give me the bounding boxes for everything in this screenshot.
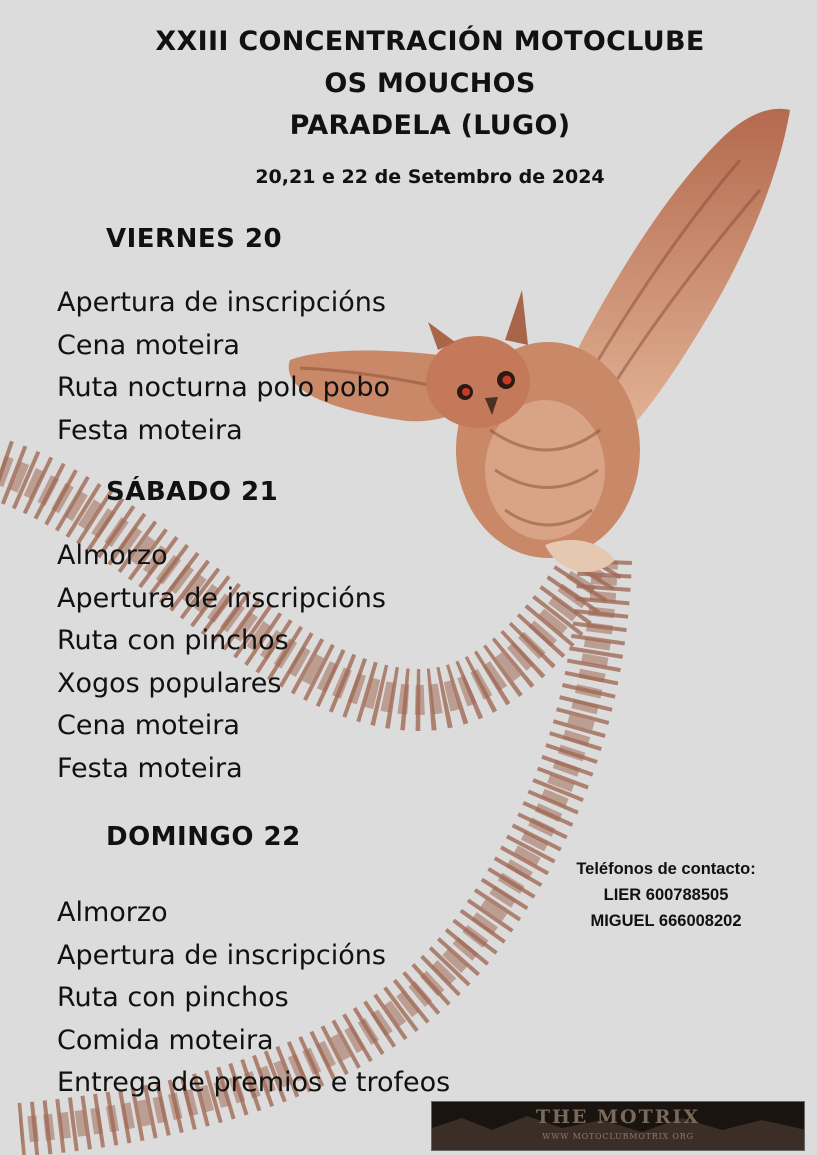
activity-item: Comida moteira	[57, 1024, 274, 1056]
activity-item: Xogos populares	[57, 667, 282, 699]
sponsor-url: WWW MOTOCLUBMOTRIX ORG	[542, 1132, 694, 1141]
activity-item: Apertura de inscripcións	[57, 582, 386, 614]
activity-item: Ruta con pinchos	[57, 982, 289, 1013]
activity-item: Festa moteira	[57, 414, 243, 446]
event-dates: 20,21 e 22 de Setembro de 2024	[255, 166, 605, 188]
event-title-line-2: OS MOUCHOS	[324, 68, 536, 99]
sponsor-name: THE MOTRIX	[535, 1106, 701, 1128]
sunday-activities	[57, 892, 450, 1105]
activity-item: Cena moteira	[57, 710, 240, 741]
activity-item: Entrega de premios e trofeos	[57, 1067, 451, 1098]
activity-item: Almorzo	[57, 897, 168, 928]
friday-activities	[57, 282, 390, 452]
saturday-activities	[57, 535, 386, 790]
day-heading-sunday: DOMINGO 22	[106, 822, 301, 852]
contact-block	[550, 856, 782, 934]
activity-item: Apertura de inscripcións	[57, 287, 386, 318]
activity-item: Cena moteira	[57, 329, 240, 361]
activity-item: Apertura de inscripcións	[57, 939, 386, 971]
contact-heading: Teléfonos de contacto:	[576, 860, 756, 878]
event-title-line-1: XXIII CONCENTRACIÓN MOTOCLUBE	[155, 26, 705, 57]
activity-item: Festa moteira	[57, 752, 243, 784]
activity-item: Ruta nocturna polo pobo	[57, 372, 390, 403]
event-location: PARADELA (LUGO)	[289, 110, 571, 141]
day-heading-friday: VIERNES 20	[106, 224, 283, 254]
day-heading-saturday: SÁBADO 21	[106, 477, 279, 507]
contact-phone-miguel: MIGUEL 666008202	[590, 912, 742, 930]
activity-item: Almorzo	[57, 540, 168, 571]
activity-item: Ruta con pinchos	[57, 625, 289, 656]
contact-phone-lier: LIER 600788505	[603, 886, 729, 904]
sponsor-banner	[431, 1101, 805, 1151]
